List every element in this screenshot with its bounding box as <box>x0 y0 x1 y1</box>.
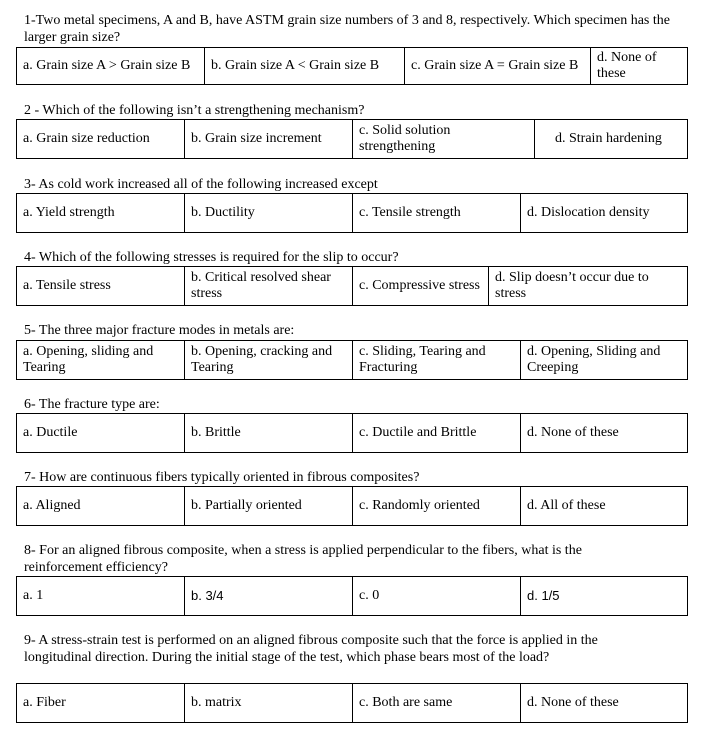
question-7-text: 7- How are continuous fibers typically oriented in fibrous composites? <box>24 470 420 485</box>
q3-option-a[interactable]: a. Yield strength <box>17 194 185 232</box>
q3-option-b[interactable]: b. Ductility <box>185 194 353 232</box>
q5-option-d[interactable]: d. Opening, Sliding and Creeping <box>527 344 661 375</box>
q5-option-c[interactable]: c. Sliding, Tearing and Fracturing <box>353 341 521 379</box>
q2-option-d[interactable]: d. Strain hardening <box>555 131 662 146</box>
q2-option-a[interactable]: a. Grain size reduction <box>17 120 185 158</box>
q9-option-b[interactable]: b. matrix <box>185 684 353 722</box>
q6-option-d[interactable]: d. None of these <box>527 425 619 440</box>
q9-option-a[interactable]: a. Fiber <box>17 684 185 722</box>
q1-option-d[interactable]: d. None of these <box>597 50 657 81</box>
q4-option-d[interactable]: d. Slip doesn’t occur due to stress <box>495 270 649 301</box>
q7-option-b[interactable]: b. Partially oriented <box>185 487 353 525</box>
q3-option-d[interactable]: d. Dislocation density <box>527 205 650 220</box>
q7-option-c[interactable]: c. Randomly oriented <box>353 487 521 525</box>
question-1-options <box>16 47 688 85</box>
q9-option-d[interactable]: d. None of these <box>527 695 619 710</box>
question-3-options <box>16 193 688 233</box>
q8-option-d[interactable]: d. 1/5 <box>527 588 560 603</box>
q6-option-c[interactable]: c. Ductile and Brittle <box>353 414 521 452</box>
question-1-text: 1-Two metal specimens, A and B, have ASTM grain size numbers of 3 and 8, respectively. Which specimen has the larger grain size? <box>24 13 670 45</box>
q4-option-c[interactable]: c. Compressive stress <box>353 267 489 305</box>
q1-option-a[interactable]: a. Grain size A > Grain size B <box>17 48 205 84</box>
q7-option-a[interactable]: a. Aligned <box>17 487 185 525</box>
q8-option-c[interactable]: c. 0 <box>353 577 521 615</box>
question-8-options <box>16 576 688 616</box>
question-3-text: 3- As cold work increased all of the following increased except <box>24 177 378 192</box>
question-4-options <box>16 266 688 306</box>
q4-option-a[interactable]: a. Tensile stress <box>17 267 185 305</box>
q2-option-b[interactable]: b. Grain size increment <box>185 120 353 158</box>
q3-option-c[interactable]: c. Tensile strength <box>353 194 521 232</box>
question-9-options <box>16 683 688 723</box>
q8-option-a[interactable]: a. 1 <box>17 577 185 615</box>
question-5-options <box>16 340 688 380</box>
question-9-text: 9- A stress-strain test is performed on an aligned fibrous composite such that the force is applied in the longitudinal direction. During the initial stage of the test, which phase bears most of the load? <box>24 633 598 665</box>
q8-option-b[interactable]: b. 3/4 <box>185 577 353 615</box>
question-4-text: 4- Which of the following stresses is required for the slip to occur? <box>24 250 399 265</box>
question-8-text: 8- For an aligned fibrous composite, when a stress is applied perpendicular to the fibers, what is the reinforcement efficiency? <box>24 543 582 575</box>
question-2-text: 2 - Which of the following isn’t a strengthening mechanism? <box>24 103 365 118</box>
q6-option-a[interactable]: a. Ductile <box>17 414 185 452</box>
q5-option-a[interactable]: a. Opening, sliding and Tearing <box>17 341 185 379</box>
q7-option-d[interactable]: d. All of these <box>527 498 606 513</box>
question-7-options <box>16 486 688 526</box>
q1-option-b[interactable]: b. Grain size A < Grain size B <box>205 48 405 84</box>
q5-option-b[interactable]: b. Opening, cracking and Tearing <box>185 341 353 379</box>
q2-option-c[interactable]: c. Solid solution strengthening <box>353 120 535 158</box>
q1-option-c[interactable]: c. Grain size A = Grain size B <box>405 48 591 84</box>
q4-option-b[interactable]: b. Critical resolved shear stress <box>185 267 353 305</box>
q6-option-b[interactable]: b. Brittle <box>185 414 353 452</box>
question-6-options <box>16 413 688 453</box>
q9-option-c[interactable]: c. Both are same <box>353 684 521 722</box>
question-2-options <box>16 119 688 159</box>
question-6-text: 6- The fracture type are: <box>24 397 160 412</box>
question-5-text: 5- The three major fracture modes in metals are: <box>24 323 295 338</box>
